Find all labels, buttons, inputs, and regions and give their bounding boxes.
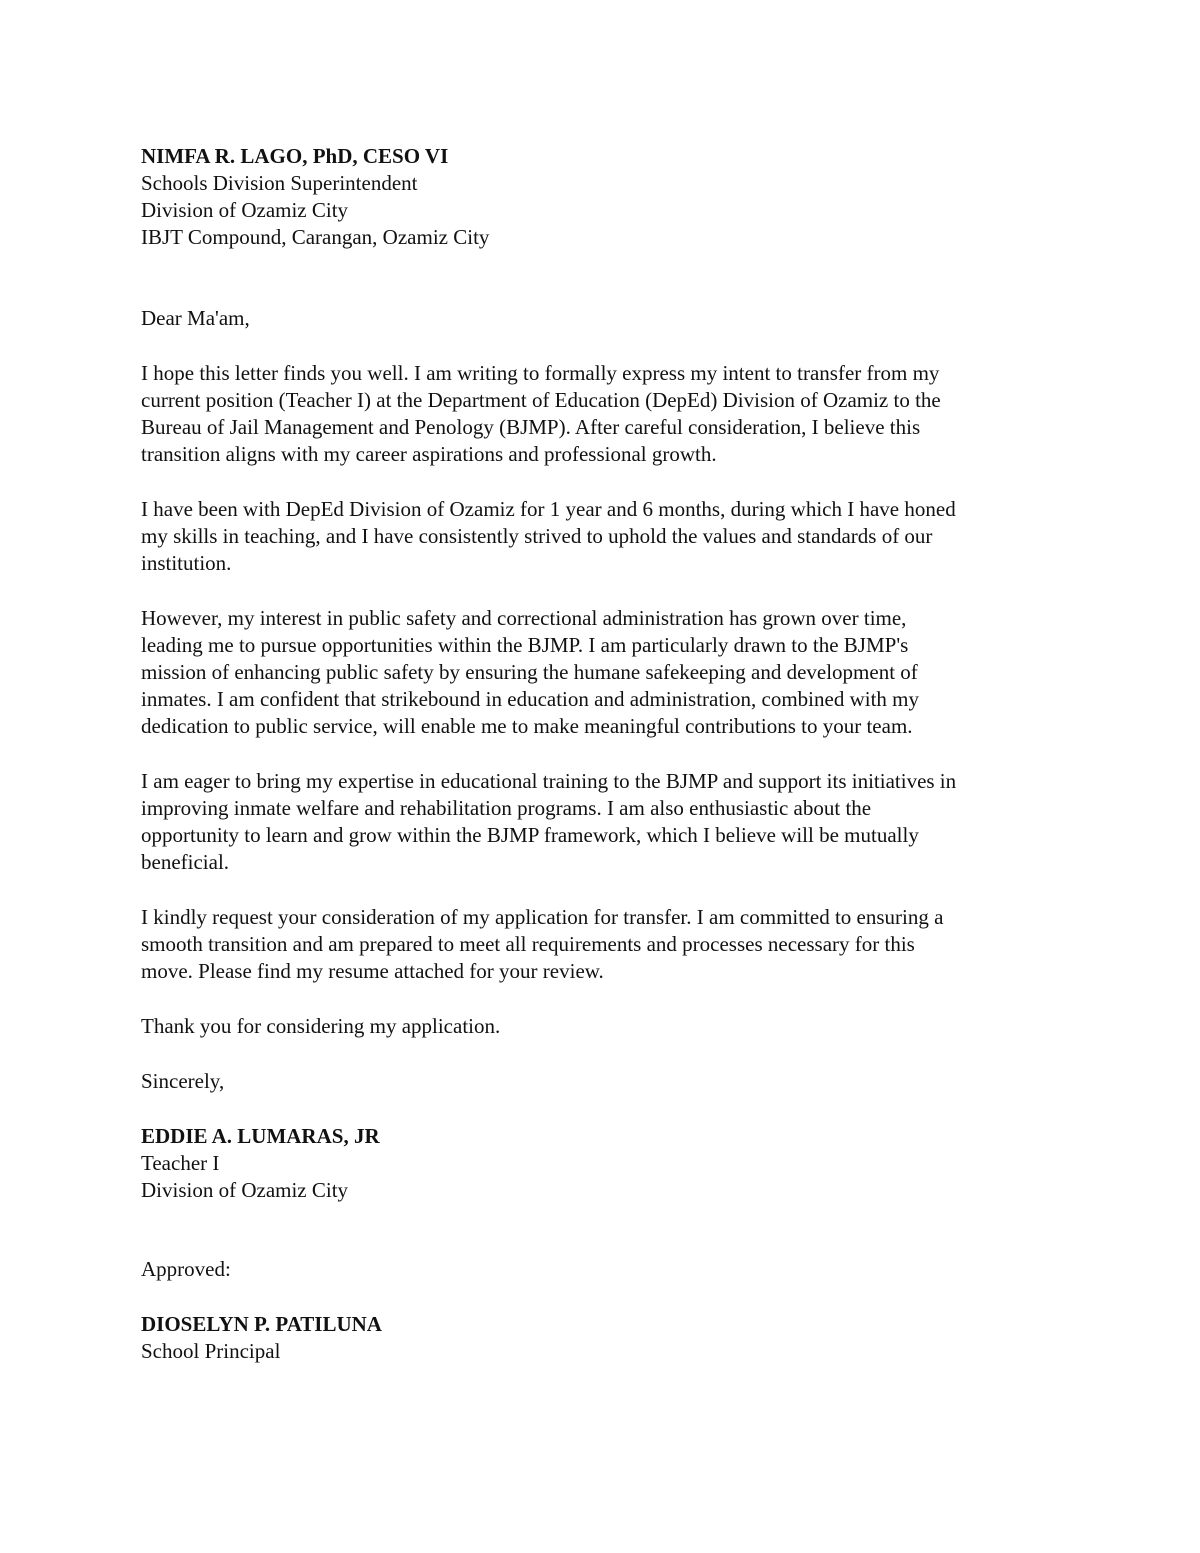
paragraph-5 <box>141 904 1071 985</box>
paragraph-line: opportunity to learn and grow within the BJMP framework, which I believe will be mutually <box>141 823 919 847</box>
sender-block <box>141 1123 1071 1204</box>
paragraph-line: Bureau of Jail Management and Penology (BJMP). After careful consideration, I believe this <box>141 415 921 439</box>
paragraph-line: beneficial. <box>141 850 230 874</box>
paragraph-line: Thank you for considering my application. <box>141 1014 501 1038</box>
paragraph-6 <box>141 1013 1071 1040</box>
paragraph-line: I kindly request your consideration of my application for transfer. I am committed to ensuring a <box>141 905 944 929</box>
paragraph-line: mission of enhancing public safety by ensuring the humane safekeeping and development of <box>141 660 918 684</box>
recipient-division: Division of Ozamiz City <box>141 198 349 222</box>
paragraph-line: However, my interest in public safety and correctional administration has grown over time, <box>141 606 907 630</box>
salutation: Dear Ma'am, <box>141 306 250 330</box>
paragraph-line: leading me to pursue opportunities within the BJMP. I am particularly drawn to the BJMP's <box>141 633 909 657</box>
sender-position: Teacher I <box>141 1151 220 1175</box>
paragraph-1 <box>141 360 1071 468</box>
approver-position: School Principal <box>141 1339 281 1363</box>
paragraph-line: transition aligns with my career aspirations and professional growth. <box>141 442 717 466</box>
paragraph-line: my skills in teaching, and I have consistently strived to uphold the values and standards of our <box>141 524 933 548</box>
paragraph-line: dedication to public service, will enable me to make meaningful contributions to your team. <box>141 714 913 738</box>
sender-division: Division of Ozamiz City <box>141 1178 349 1202</box>
paragraph-4 <box>141 768 1071 876</box>
recipient-title: Schools Division Superintendent <box>141 171 418 195</box>
recipient-address: IBJT Compound, Carangan, Ozamiz City <box>141 225 490 249</box>
paragraph-line: institution. <box>141 551 232 575</box>
recipient-name: NIMFA R. LAGO, PhD, CESO VI <box>141 144 449 168</box>
paragraph-line: current position (Teacher I) at the Department of Education (DepEd) Division of Ozamiz to the <box>141 388 941 412</box>
approved-label: Approved: <box>141 1257 231 1281</box>
paragraph-3 <box>141 605 1071 740</box>
recipient-block <box>141 143 1071 251</box>
paragraph-2 <box>141 496 1071 577</box>
approver-name: DIOSELYN P. PATILUNA <box>141 1312 382 1336</box>
paragraph-line: I am eager to bring my expertise in educational training to the BJMP and support its initiatives in <box>141 769 957 793</box>
letter-body <box>141 143 1071 1365</box>
paragraph-line: inmates. I am confident that strikebound in education and administration, combined with my <box>141 687 919 711</box>
paragraph-line: I have been with DepEd Division of Ozamiz for 1 year and 6 months, during which I have honed <box>141 497 956 521</box>
closing: Sincerely, <box>141 1069 225 1093</box>
paragraph-line: improving inmate welfare and rehabilitation programs. I am also enthusiastic about the <box>141 796 872 820</box>
sender-name: EDDIE A. LUMARAS, JR <box>141 1124 380 1148</box>
paragraph-line: I hope this letter finds you well. I am writing to formally express my intent to transfer from my <box>141 361 940 385</box>
paragraph-line: smooth transition and am prepared to meet all requirements and processes necessary for this <box>141 932 915 956</box>
approver-block <box>141 1311 1071 1365</box>
paragraph-line: move. Please find my resume attached for your review. <box>141 959 604 983</box>
